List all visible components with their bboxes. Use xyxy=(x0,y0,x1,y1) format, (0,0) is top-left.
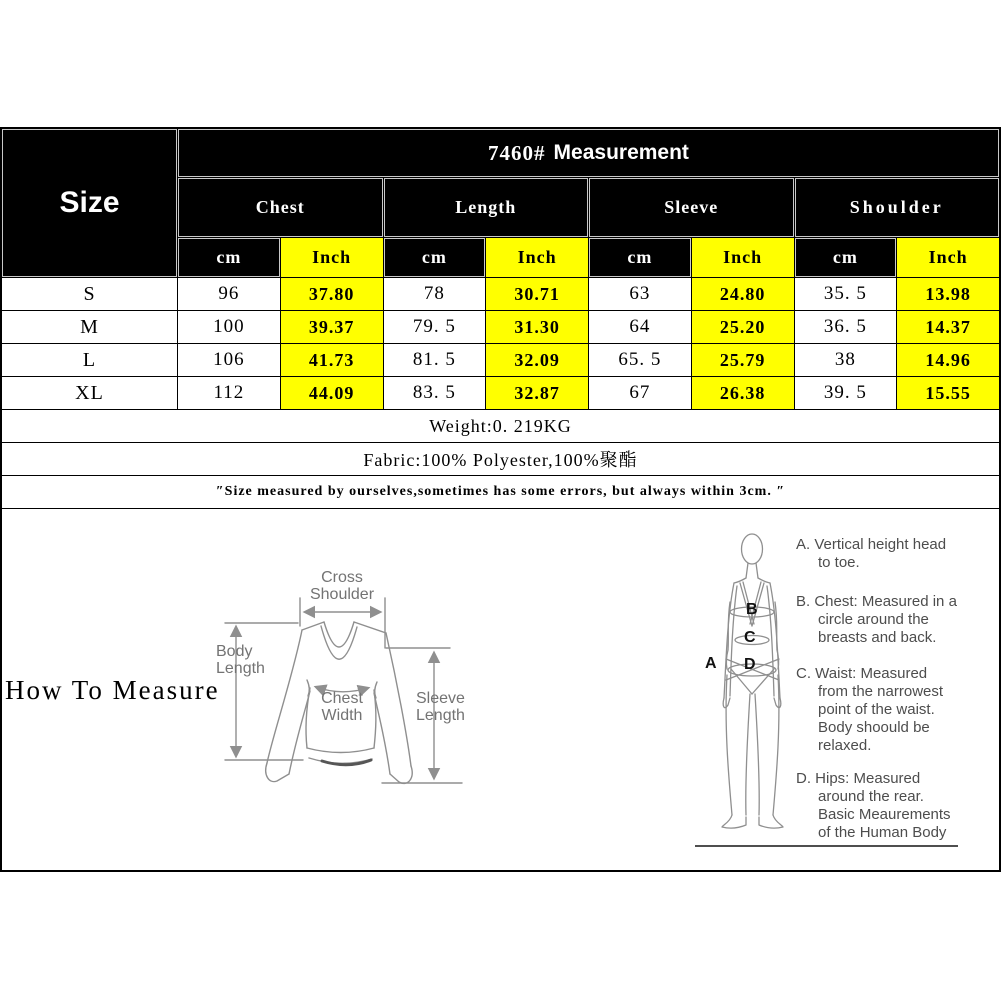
measurement-table xyxy=(0,127,1001,872)
annotation-height xyxy=(796,536,974,572)
column-group-length xyxy=(384,178,589,237)
table-title-number: 7460# xyxy=(488,140,546,165)
cell-shoulder-inch: 14.96 xyxy=(897,344,999,376)
body-length-label-line2: Length xyxy=(216,660,265,677)
column-group-length-label: Length xyxy=(455,197,517,217)
annotation-line: D. Hips: Measured xyxy=(796,770,921,787)
column-group-shoulder-label: Shoulder xyxy=(849,197,944,217)
size-header-cell xyxy=(2,129,177,277)
annotation-line: Body shoould be xyxy=(818,719,930,736)
chest-width-label-line2: Width xyxy=(321,707,363,724)
body-figure-diagram xyxy=(690,528,800,838)
row-size-label: L xyxy=(2,344,177,376)
sleeve-length-label-line1: Sleeve xyxy=(416,690,465,707)
cell-length-inch: 31.30 xyxy=(486,311,588,343)
cell-shoulder-cm: 36. 5 xyxy=(795,311,897,343)
sleeve-length-label xyxy=(416,690,465,724)
annotation-line: B. Chest: Measured in a xyxy=(796,593,957,610)
cell-sleeve-cm: 65. 5 xyxy=(589,344,691,376)
annotation-line: of the Human Body xyxy=(818,824,947,841)
cell-chest-inch: 44.09 xyxy=(281,377,383,409)
cell-shoulder-cm: 35. 5 xyxy=(795,278,897,310)
annotation-line: from the narrowest xyxy=(818,683,944,700)
cell-chest-cm: 96 xyxy=(178,278,280,310)
cell-chest-cm: 106 xyxy=(178,344,280,376)
weight-row: Weight:0. 219KG xyxy=(2,410,999,442)
how-to-measure-heading: How To Measure xyxy=(5,675,220,705)
cell-sleeve-inch: 25.20 xyxy=(692,311,794,343)
row-size-label: XL xyxy=(2,377,177,409)
cell-sleeve-cm: 63 xyxy=(589,278,691,310)
annotation-chest xyxy=(796,593,974,647)
table-title xyxy=(178,129,999,177)
cell-length-cm: 83. 5 xyxy=(384,377,486,409)
cell-length-inch: 30.71 xyxy=(486,278,588,310)
cell-length-cm: 81. 5 xyxy=(384,344,486,376)
chest-width-label xyxy=(313,690,371,724)
annotation-waist xyxy=(796,665,974,755)
column-group-sleeve-label: Sleeve xyxy=(664,197,719,217)
column-group-chest-label: Chest xyxy=(255,197,305,217)
how-to-measure-section xyxy=(2,509,999,870)
cell-chest-cm: 100 xyxy=(178,311,280,343)
cross-shoulder-label-line2: Shoulder xyxy=(309,586,375,603)
cell-sleeve-inch: 24.80 xyxy=(692,278,794,310)
chest-width-label-line1: Chest xyxy=(321,690,363,707)
annotation-line: Basic Meaurements xyxy=(818,806,951,823)
body-length-label xyxy=(216,643,265,677)
cross-shoulder-label-line1: Cross xyxy=(321,569,363,586)
unit-cm-length: cm xyxy=(384,238,486,277)
unit-inch-length: Inch xyxy=(486,238,588,277)
figure-underline xyxy=(695,845,958,847)
annotation-line: breasts and back. xyxy=(818,629,937,646)
annotation-line: to toe. xyxy=(818,554,860,571)
body-length-label-line1: Body xyxy=(216,643,253,660)
figure-letter-d: D xyxy=(744,656,756,673)
table-title-text: Measurement xyxy=(553,141,689,164)
cell-shoulder-cm: 39. 5 xyxy=(795,377,897,409)
annotation-line: circle around the xyxy=(818,611,929,628)
cell-chest-inch: 37.80 xyxy=(281,278,383,310)
unit-cm-shoulder: cm xyxy=(795,238,897,277)
disclaimer-row: ″Size measured by ourselves,sometimes has some errors, but always within 3cm. ″ xyxy=(2,476,999,508)
row-size-label: M xyxy=(2,311,177,343)
fabric-row: Fabric:100% Polyester,100%聚酯 xyxy=(2,443,999,475)
annotation-hips xyxy=(796,770,974,842)
cell-shoulder-cm: 38 xyxy=(795,344,897,376)
sleeve-length-label-line2: Length xyxy=(416,707,465,724)
column-group-chest xyxy=(178,178,383,237)
annotation-line: point of the waist. xyxy=(818,701,935,718)
annotation-line: relaxed. xyxy=(818,737,872,754)
size-header-label: Size xyxy=(59,186,120,219)
annotation-line: around the rear. xyxy=(818,788,924,805)
row-size-label: S xyxy=(2,278,177,310)
figure-letter-c: C xyxy=(744,629,756,646)
cell-shoulder-inch: 13.98 xyxy=(897,278,999,310)
figure-letter-a: A xyxy=(705,655,717,672)
column-group-sleeve xyxy=(589,178,794,237)
figure-letter-b: B xyxy=(746,601,758,618)
unit-cm-sleeve: cm xyxy=(589,238,691,277)
cell-length-cm: 79. 5 xyxy=(384,311,486,343)
cell-shoulder-inch: 15.55 xyxy=(897,377,999,409)
cell-length-cm: 78 xyxy=(384,278,486,310)
cell-chest-inch: 39.37 xyxy=(281,311,383,343)
unit-cm-chest: cm xyxy=(178,238,280,277)
unit-inch-shoulder: Inch xyxy=(897,238,999,277)
cell-chest-cm: 112 xyxy=(178,377,280,409)
cell-sleeve-inch: 26.38 xyxy=(692,377,794,409)
cell-sleeve-cm: 67 xyxy=(589,377,691,409)
cell-sleeve-inch: 25.79 xyxy=(692,344,794,376)
cell-length-inch: 32.09 xyxy=(486,344,588,376)
cell-length-inch: 32.87 xyxy=(486,377,588,409)
cell-chest-inch: 41.73 xyxy=(281,344,383,376)
annotation-line: A. Vertical height head xyxy=(796,536,947,553)
unit-inch-sleeve: Inch xyxy=(692,238,794,277)
cell-sleeve-cm: 64 xyxy=(589,311,691,343)
column-group-shoulder xyxy=(795,178,1000,237)
cell-shoulder-inch: 14.37 xyxy=(897,311,999,343)
unit-inch-chest: Inch xyxy=(281,238,383,277)
cross-shoulder-label xyxy=(296,569,388,603)
annotation-line: C. Waist: Measured xyxy=(796,665,928,682)
